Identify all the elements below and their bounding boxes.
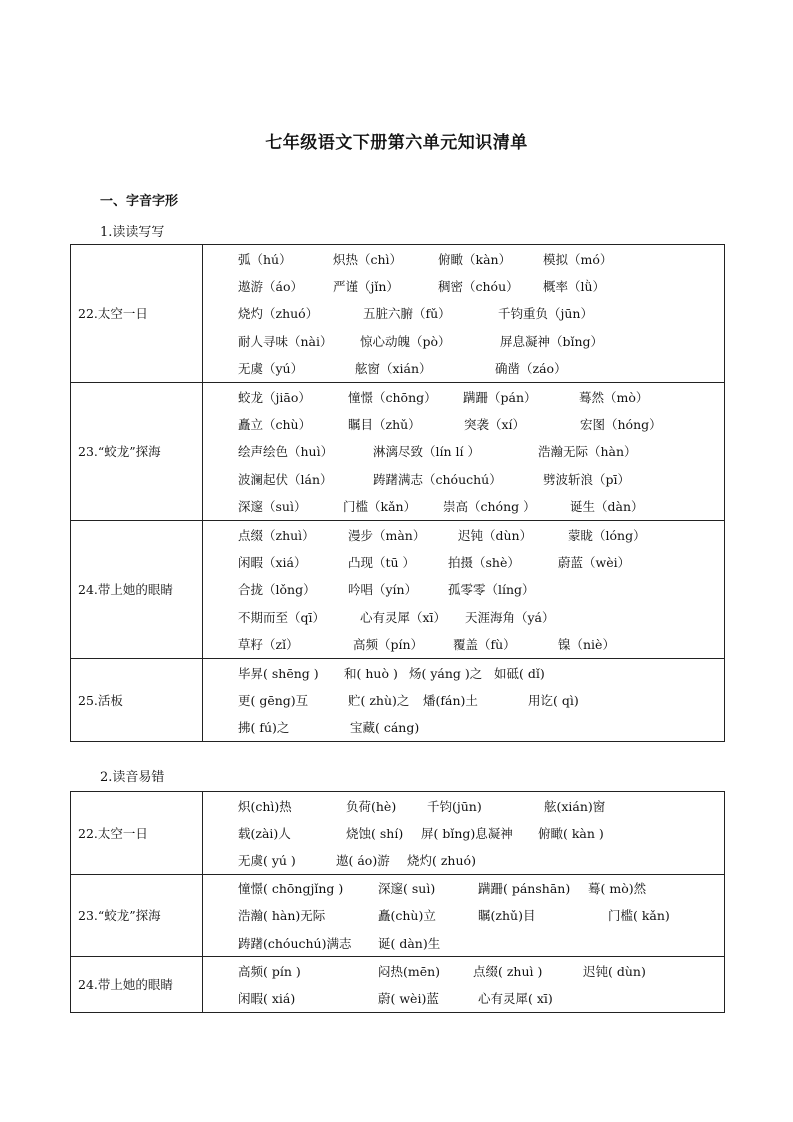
vocab-item: 舷(xián)窗 xyxy=(544,798,606,814)
vocab-item: 惊心动魄（pò） xyxy=(360,333,451,349)
word-line xyxy=(238,245,724,272)
vocab-item: 波澜起伏（lán） xyxy=(238,471,333,487)
vocab-item: 深邃( suì) xyxy=(378,881,436,897)
vocab-item: 和( huò ) xyxy=(344,665,398,681)
vocab-item: 蓦然（mò） xyxy=(579,389,649,405)
vocab-item: 吟唱（yín） xyxy=(348,582,418,598)
vocab-item: 矗立（chù） xyxy=(238,417,312,433)
table-row xyxy=(71,520,725,658)
vocab-item: 突袭（xí） xyxy=(464,417,526,433)
vocab-item: 孤零零（líng） xyxy=(448,582,535,598)
vocab-item: 蔚( wèi)蓝 xyxy=(378,990,439,1006)
vocab-item: 不期而至（qī） xyxy=(238,609,325,625)
vocab-item: 覆盖（fù） xyxy=(453,637,516,653)
subsection-heading-2: 2.读音易错 xyxy=(100,770,165,785)
vocab-item: 蔚蓝（wèi） xyxy=(558,554,631,570)
vocab-item: 漫步（màn） xyxy=(348,527,426,543)
word-line xyxy=(238,792,724,819)
vocab-item: 诞( dàn)生 xyxy=(378,935,441,951)
word-line xyxy=(238,576,724,603)
word-line xyxy=(238,929,724,956)
word-line xyxy=(238,521,724,548)
vocab-item: 蒙眬（lóng） xyxy=(568,527,646,543)
vocab-item: 贮( zhù)之 xyxy=(348,692,410,708)
vocab-item: 宏图（hóng） xyxy=(580,417,662,433)
vocab-item: 闷热(mēn) xyxy=(378,963,441,979)
vocab-item: 无虞（yú） xyxy=(238,361,304,377)
subsection-heading-1: 1.读读写写 xyxy=(100,225,165,240)
vocab-item: 烧蚀( shí) xyxy=(346,825,404,841)
table-row xyxy=(71,792,725,875)
vocab-item: 模拟（mó） xyxy=(543,251,613,267)
table-row xyxy=(71,957,725,1012)
vocab-item: 憧憬（chōng） xyxy=(348,389,437,405)
vocab-item: 概率（lǜ） xyxy=(543,279,606,295)
vocab-item: 蹒跚( pánshān) xyxy=(478,881,571,897)
vocab-item: 天涯海角（yá） xyxy=(465,609,555,625)
vocab-item: 浩瀚无际（hàn） xyxy=(538,444,637,460)
word-line xyxy=(238,272,724,299)
word-line xyxy=(238,875,724,902)
vocab-item: 屏息凝神（bǐng） xyxy=(500,333,604,349)
vocab-item: 踌躇(chóuchú)满志 xyxy=(238,935,352,951)
vocab-item: 蓦( mò)然 xyxy=(588,881,647,897)
vocab-item: 烧灼( zhuó) xyxy=(407,852,476,868)
vocab-item: 更( gēng)互 xyxy=(238,692,309,708)
word-line xyxy=(238,410,724,437)
vocab-item: 淋漓尽致（lín lí ） xyxy=(373,444,480,460)
vocab-item: 门槛( kǎn) xyxy=(608,908,670,924)
vocab-item: 踌躇满志（chóuchú） xyxy=(373,471,502,487)
vocab-item: 门槛（kǎn） xyxy=(343,499,417,515)
table-row xyxy=(71,874,725,957)
word-line xyxy=(238,819,724,846)
word-line xyxy=(238,383,724,410)
vocab-item: 宝藏( cáng) xyxy=(350,720,420,736)
word-list xyxy=(203,792,725,875)
word-list xyxy=(203,874,725,957)
word-line xyxy=(238,902,724,929)
vocab-item: 用讫( qì) xyxy=(528,692,579,708)
table-row xyxy=(71,658,725,741)
vocab-item: 劈波斩浪（pī） xyxy=(543,471,630,487)
vocab-item: 毕昇( shēng ) xyxy=(238,665,319,681)
vocab-item: 载(zài)人 xyxy=(238,825,291,841)
page-title: 七年级语文下册第六单元知识清单 xyxy=(265,133,528,153)
word-line xyxy=(238,659,724,686)
vocab-item: 燔(fán)土 xyxy=(423,692,478,708)
vocab-item: 闲暇（xiá） xyxy=(238,554,307,570)
vocab-item: 千钧(jūn) xyxy=(427,798,482,814)
vocab-table-read-write xyxy=(70,244,725,742)
word-list xyxy=(203,957,725,1012)
vocab-item: 迟钝( dùn) xyxy=(583,963,646,979)
word-list xyxy=(203,658,725,741)
vocab-item: 屏( bǐng)息凝神 xyxy=(421,825,513,841)
vocab-item: 深邃（suì） xyxy=(238,499,307,515)
vocab-table-pronunciation xyxy=(70,791,725,1013)
lesson-title: 25.活板 xyxy=(71,658,203,741)
word-line xyxy=(238,846,724,873)
vocab-item: 瞩(zhǔ)目 xyxy=(478,908,536,924)
vocab-item: 点缀（zhuì） xyxy=(238,527,315,543)
word-list xyxy=(203,245,725,383)
vocab-item: 严谨（jǐn） xyxy=(333,279,399,295)
word-line xyxy=(238,686,724,713)
vocab-item: 拂( fú)之 xyxy=(238,720,290,736)
word-line xyxy=(238,465,724,492)
vocab-item: 俯瞰( kàn ) xyxy=(538,825,604,841)
vocab-item: 舷窗（xián） xyxy=(355,361,432,377)
vocab-item: 弧（hú） xyxy=(238,251,292,267)
word-line xyxy=(238,355,724,382)
vocab-item: 凸现（tū ） xyxy=(348,554,416,570)
word-list xyxy=(203,520,725,658)
lesson-title: 24.带上她的眼睛 xyxy=(71,520,203,658)
word-list xyxy=(203,382,725,520)
vocab-item: 炽(chì)热 xyxy=(238,798,292,814)
vocab-item: 耐人寻味（nài） xyxy=(238,333,333,349)
vocab-item: 如砥( dǐ) xyxy=(494,665,545,681)
word-line xyxy=(238,714,724,741)
lesson-title: 22.太空一日 xyxy=(71,245,203,383)
vocab-item: 遨( áo)游 xyxy=(336,852,390,868)
vocab-item: 迟钝（dùn） xyxy=(458,527,533,543)
vocab-item: 心有灵犀（xī） xyxy=(360,609,447,625)
vocab-item: 炀( yáng )之 xyxy=(409,665,483,681)
word-line xyxy=(238,300,724,327)
vocab-item: 草籽（zǐ） xyxy=(238,637,299,653)
vocab-item: 五脏六腑（fǔ） xyxy=(363,306,451,322)
vocab-item: 负荷(hè) xyxy=(346,798,397,814)
vocab-item: 镍（niè） xyxy=(558,637,615,653)
vocab-item: 炽热（chì） xyxy=(333,251,403,267)
vocab-item: 点缀( zhuì ) xyxy=(473,963,543,979)
word-line xyxy=(238,630,724,657)
lesson-title: 24.带上她的眼睛 xyxy=(71,957,203,1012)
vocab-item: 瞩目（zhǔ） xyxy=(348,417,421,433)
word-line xyxy=(238,438,724,465)
vocab-item: 蛟龙（jiāo） xyxy=(238,389,311,405)
vocab-item: 高频( pín ) xyxy=(238,963,301,979)
vocab-item: 稠密（chóu） xyxy=(438,279,519,295)
table-row xyxy=(71,245,725,383)
vocab-item: 遨游（áo） xyxy=(238,279,303,295)
vocab-item: 合拢（lǒng） xyxy=(238,582,316,598)
section-heading: 一、字音字形 xyxy=(100,194,179,209)
vocab-item: 心有灵犀( xī) xyxy=(478,990,553,1006)
vocab-item: 确凿（záo） xyxy=(495,361,567,377)
vocab-item: 蹒跚（pán） xyxy=(463,389,537,405)
vocab-item: 浩瀚( hàn)无际 xyxy=(238,908,326,924)
word-line xyxy=(238,603,724,630)
vocab-item: 拍摄（shè） xyxy=(448,554,520,570)
vocab-item: 憧憬( chōngjǐng ) xyxy=(238,881,344,897)
lesson-title: 22.太空一日 xyxy=(71,792,203,875)
word-line xyxy=(238,957,724,984)
lesson-title: 23.“蛟龙”探海 xyxy=(71,874,203,957)
vocab-item: 无虞( yú ) xyxy=(238,852,296,868)
vocab-item: 烧灼（zhuó） xyxy=(238,306,319,322)
table-row xyxy=(71,382,725,520)
vocab-item: 崇高（chóng ） xyxy=(443,499,536,515)
word-line xyxy=(238,493,724,520)
vocab-item: 俯瞰（kàn） xyxy=(438,251,512,267)
vocab-item: 闲暇( xiá) xyxy=(238,990,296,1006)
vocab-item: 诞生（dàn） xyxy=(570,499,644,515)
word-line xyxy=(238,984,724,1011)
word-line xyxy=(238,548,724,575)
vocab-item: 矗(chù)立 xyxy=(378,908,436,924)
word-line xyxy=(238,327,724,354)
lesson-title: 23.“蛟龙”探海 xyxy=(71,382,203,520)
vocab-item: 绘声绘色（huì） xyxy=(238,444,334,460)
vocab-item: 千钧重负（jūn） xyxy=(498,306,593,322)
vocab-item: 高频（pín） xyxy=(353,637,424,653)
